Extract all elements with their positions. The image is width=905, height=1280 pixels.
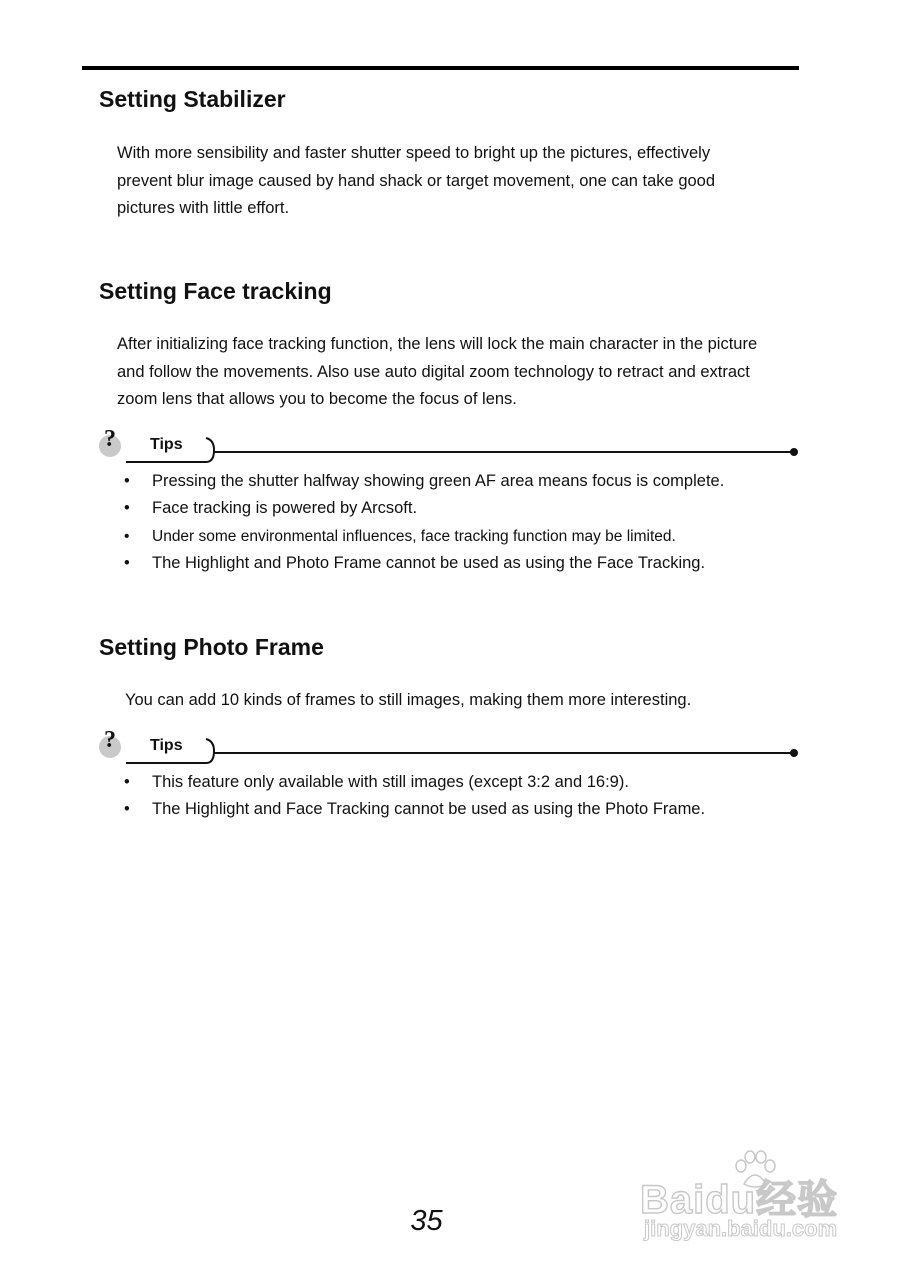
bullet-icon: • xyxy=(124,527,130,545)
watermark xyxy=(640,1150,855,1250)
body-line: pictures with little effort. xyxy=(117,199,290,217)
body-line: After initializing face tracking function, the lens will lock the main character in the picture xyxy=(117,335,758,353)
bullet-icon: • xyxy=(124,773,130,791)
svg-text:?: ? xyxy=(104,428,116,452)
svg-text:?: ? xyxy=(104,729,116,753)
section-title-stabilizer: Setting Stabilizer xyxy=(99,86,286,112)
tip-text: Pressing the shutter halfway showing green AF area means focus is complete. xyxy=(152,472,725,490)
tips-divider-icon xyxy=(98,729,800,769)
section-title-photo-frame: Setting Photo Frame xyxy=(99,634,324,660)
top-rule xyxy=(82,66,799,70)
tips-label: Tips xyxy=(150,737,183,754)
list-item xyxy=(124,468,724,495)
list-item xyxy=(124,796,705,823)
section-body-stabilizer xyxy=(117,140,807,223)
body-line: You can add 10 kinds of frames to still images, making them more interesting. xyxy=(125,691,692,709)
tip-text: The Highlight and Photo Frame cannot be used as using the Face Tracking. xyxy=(152,553,706,572)
body-line: zoom lens that allows you to become the focus of lens. xyxy=(117,390,517,408)
tips-divider-icon xyxy=(98,428,800,468)
tips-list-face-tracking xyxy=(124,468,724,577)
tip-text: Under some environmental influences, face tracking function may be limited. xyxy=(152,527,676,545)
body-line: With more sensibility and faster shutter speed to bright up the pictures, effectively xyxy=(117,144,711,162)
list-item xyxy=(124,550,724,577)
list-item xyxy=(124,495,724,522)
bullet-icon: • xyxy=(124,472,130,490)
tips-header-face-tracking xyxy=(98,428,800,468)
section-body-photo-frame xyxy=(125,687,815,715)
watermark-brand: Baidu经验 xyxy=(640,1178,839,1222)
bullet-icon: • xyxy=(124,499,130,518)
tips-label: Tips xyxy=(150,436,183,453)
body-line: and follow the movements. Also use auto digital zoom technology to retract and extract xyxy=(117,362,750,381)
list-item xyxy=(124,523,724,550)
list-item xyxy=(124,769,705,796)
bullet-icon: • xyxy=(124,553,130,572)
tips-header-photo-frame xyxy=(98,729,800,769)
tips-list-photo-frame xyxy=(124,769,705,824)
bullet-icon: • xyxy=(124,800,130,819)
page-number: 35 xyxy=(410,1205,443,1237)
watermark-url: jingyan.baidu.com xyxy=(644,1216,838,1241)
body-line: prevent blur image caused by hand shack or target movement, one can take good xyxy=(117,171,716,190)
tip-text: Face tracking is powered by Arcsoft. xyxy=(152,499,418,518)
tip-text: This feature only available with still images (except 3:2 and 16:9). xyxy=(152,773,629,791)
section-title-face-tracking: Setting Face tracking xyxy=(99,278,332,304)
section-body-face-tracking xyxy=(117,331,807,414)
tip-text: The Highlight and Face Tracking cannot be used as using the Photo Frame. xyxy=(152,800,706,819)
